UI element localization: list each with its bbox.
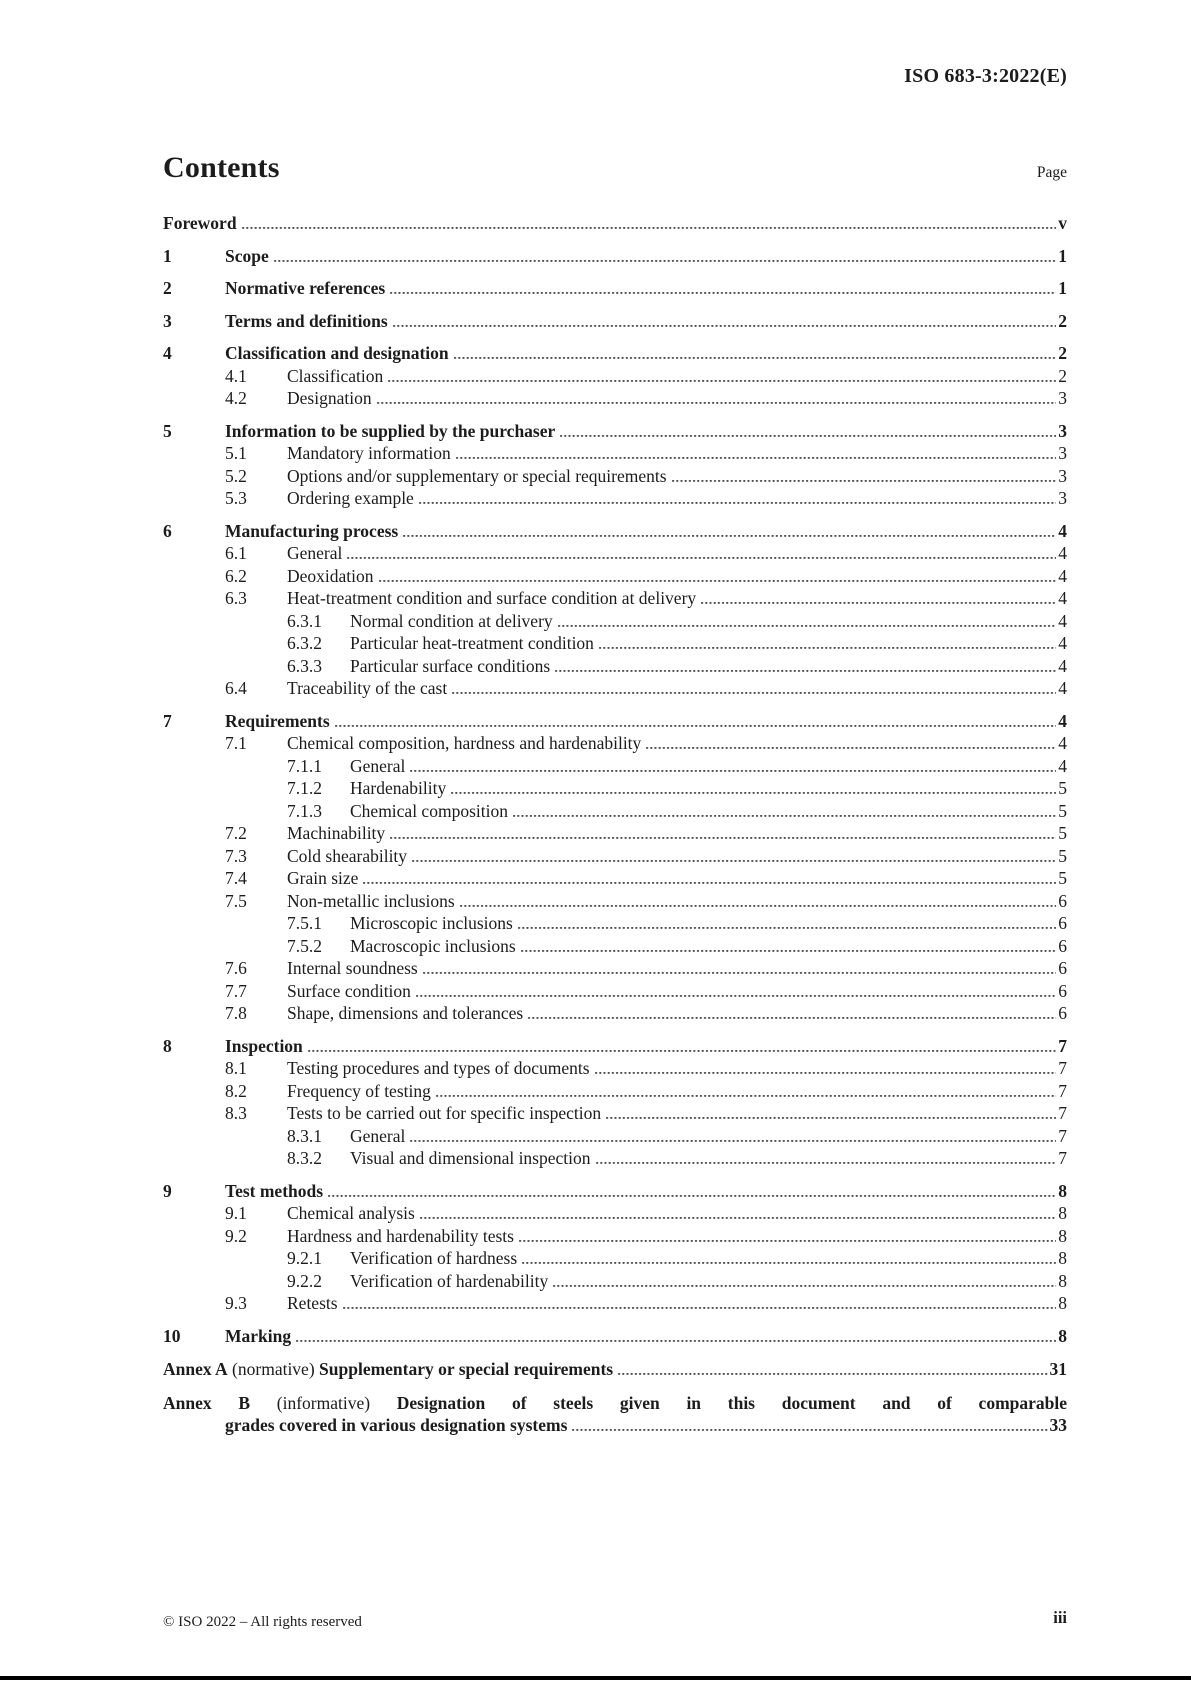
toc-entry-page: 6 xyxy=(1058,890,1067,911)
toc-entry-number: 8.3.1 xyxy=(287,1125,322,1146)
toc-entry-page: 7 xyxy=(1058,1058,1067,1078)
dot-leader xyxy=(553,1270,1056,1293)
toc-entry-number: 10 xyxy=(163,1325,181,1346)
toc-entry-7.1.2 xyxy=(163,777,1067,800)
toc-entry-title: Ordering example xyxy=(287,488,414,508)
toc-entry-number: 7.7 xyxy=(225,980,247,1001)
toc-entry-number: 7.8 xyxy=(225,1003,247,1023)
toc-entry-5.2 xyxy=(163,465,1067,488)
dot-leader xyxy=(412,845,1056,868)
toc-entry-6.1 xyxy=(163,542,1067,565)
toc-entry-page: 8 xyxy=(1058,1225,1067,1246)
toc-entry-number: 9.2.1 xyxy=(287,1248,322,1268)
toc-entry-number: 7.4 xyxy=(225,868,247,888)
toc-entry-9 xyxy=(163,1180,1067,1203)
toc-entry-title: Internal soundness xyxy=(287,958,418,978)
toc-entry-1 xyxy=(163,245,1067,268)
toc-entry-6.4 xyxy=(163,677,1067,700)
toc-entry-9.2.1 xyxy=(163,1247,1067,1270)
toc-entry-title: General xyxy=(287,543,343,563)
toc-entry-9.1 xyxy=(163,1202,1067,1225)
toc-entry-page: 2 xyxy=(1058,343,1067,363)
toc-entry-7.5.2 xyxy=(163,935,1067,958)
toc-entry-page: 6 xyxy=(1058,935,1067,956)
toc-entry-title: Information to be supplied by the purchaser xyxy=(225,420,556,441)
toc-entry-title: Options and/or supplementary or special requirements xyxy=(287,465,667,486)
dot-leader xyxy=(452,677,1056,700)
toc-entry-page: 5 xyxy=(1058,800,1067,821)
annex-a-title: Supplementary or special requirements xyxy=(319,1359,614,1379)
toc-entry-number: 7.3 xyxy=(225,845,247,866)
dot-leader xyxy=(701,587,1056,610)
toc-entry-title: Tests to be carried out for specific inspection xyxy=(287,1103,602,1123)
dot-leader xyxy=(451,777,1056,800)
toc-entry-7.7 xyxy=(163,980,1067,1003)
dot-leader xyxy=(347,542,1056,565)
toc-entry-number: 7.1.1 xyxy=(287,755,322,776)
toc-entry-title: Macroscopic inclusions xyxy=(350,935,516,956)
dot-leader xyxy=(599,632,1056,655)
toc-entry-title: Classification and designation xyxy=(225,343,449,363)
dot-leader xyxy=(456,442,1056,465)
toc-entry-page: 6 xyxy=(1058,980,1067,1001)
toc-entry-title: General xyxy=(350,755,406,776)
toc-entry-number: 6.1 xyxy=(225,543,247,563)
page-column-label: Page xyxy=(1036,164,1067,181)
toc-entry-number: 7.5.2 xyxy=(287,935,322,956)
toc-entry-number: 7.1 xyxy=(225,733,247,753)
toc-entry-title: Designation xyxy=(287,388,372,408)
toc-entry-number: 8.1 xyxy=(225,1058,247,1078)
footer-copyright: © ISO 2022 – All rights reserved xyxy=(163,1614,362,1630)
toc-entry-number: 6.3.2 xyxy=(287,633,322,653)
dot-leader xyxy=(296,1325,1056,1348)
toc-entry-page: 3 xyxy=(1058,488,1067,508)
toc-entry-number: 9.2 xyxy=(225,1225,247,1246)
toc-entry-number: 5.1 xyxy=(225,443,247,463)
toc-entry-2 xyxy=(163,277,1067,300)
toc-entry-7.1.3 xyxy=(163,800,1067,823)
toc-entry-7 xyxy=(163,710,1067,733)
toc-entry-page: 7 xyxy=(1058,1103,1067,1123)
toc-entry-10 xyxy=(163,1325,1067,1348)
toc-entry-page: 2 xyxy=(1058,310,1067,331)
toc-entry-7.6 xyxy=(163,957,1067,980)
toc-entry-number: 6 xyxy=(163,520,172,541)
dot-leader xyxy=(618,1358,1047,1381)
toc-entry-title: Grain size xyxy=(287,868,359,888)
toc-entry-page: 1 xyxy=(1058,245,1067,266)
toc-entry-title: Terms and definitions xyxy=(225,310,388,331)
dot-leader xyxy=(308,1035,1056,1058)
toc-entry-number: 7.5 xyxy=(225,890,247,911)
toc-entry-page: 6 xyxy=(1058,958,1067,978)
toc-entry-title: Shape, dimensions and tolerances xyxy=(287,1003,524,1023)
toc-entry-8 xyxy=(163,1035,1067,1058)
toc-entry-page: 4 xyxy=(1058,655,1067,676)
toc-entry-page: 4 xyxy=(1058,710,1067,731)
annex-b-kind: (informative) xyxy=(276,1392,371,1413)
toc-entry-title: Testing procedures and types of documents xyxy=(287,1058,590,1078)
toc-entry-9.2 xyxy=(163,1225,1067,1248)
toc-entry-page: 4 xyxy=(1058,588,1067,608)
toc-entry-number: 9.2.2 xyxy=(287,1270,322,1291)
toc-entry-number: 1 xyxy=(163,245,172,266)
toc-entry-title: Test methods xyxy=(225,1180,324,1201)
toc-entry-5.3 xyxy=(163,487,1067,510)
toc-entry-number: 8.3.2 xyxy=(287,1148,322,1168)
dot-leader xyxy=(558,610,1057,633)
toc-entry-title: Inspection xyxy=(225,1035,303,1056)
annex-b-title-line2 xyxy=(163,1414,1067,1437)
toc-entry-page: 31 xyxy=(1049,1359,1067,1379)
toc-entry-page: 8 xyxy=(1058,1293,1067,1313)
toc-entry-page: 2 xyxy=(1058,365,1067,386)
toc-entry-8.1 xyxy=(163,1057,1067,1080)
toc-entry-page: 33 xyxy=(1049,1415,1067,1435)
toc-entry-number: 5 xyxy=(163,420,172,441)
toc-entry-title: Microscopic inclusions xyxy=(350,913,513,933)
toc-entry-page: 3 xyxy=(1058,388,1067,408)
toc-entry-title: Manufacturing process xyxy=(225,520,399,541)
toc-entry-6.2 xyxy=(163,565,1067,588)
dot-leader xyxy=(377,387,1057,410)
toc-entry-title: Surface condition xyxy=(287,980,411,1001)
toc-entry-6.3.2 xyxy=(163,632,1067,655)
dot-leader xyxy=(423,957,1057,980)
toc-entry-4.2 xyxy=(163,387,1067,410)
toc-entry-title: Foreword xyxy=(163,213,237,233)
toc-entry-6.3.3 xyxy=(163,655,1067,678)
toc-entry-page: 5 xyxy=(1058,823,1067,843)
toc-entry-title: Verification of hardenability xyxy=(350,1270,549,1291)
dot-leader xyxy=(335,710,1057,733)
toc-entry-title: Verification of hardness xyxy=(350,1248,518,1268)
toc-entry-page: 8 xyxy=(1058,1203,1067,1223)
toc-entry-title: Heat-treatment condition and surface condition at delivery xyxy=(287,588,697,608)
annex-b-title: Designation of steels given in this document and of comparable xyxy=(396,1392,1068,1413)
dot-leader xyxy=(393,310,1057,333)
toc-entry-number: 4.1 xyxy=(225,365,247,386)
dot-leader xyxy=(513,800,1056,823)
toc-entry-6 xyxy=(163,520,1067,543)
dot-leader xyxy=(555,655,1056,678)
toc-entry-number: 9.1 xyxy=(225,1203,247,1223)
toc-entry-number: 8.2 xyxy=(225,1080,247,1101)
toc-entry-7.1.1 xyxy=(163,755,1067,778)
toc-entry-page: 3 xyxy=(1058,465,1067,486)
dot-leader xyxy=(606,1102,1056,1125)
toc-entry-page: 3 xyxy=(1058,443,1067,463)
toc-entry-number: 7.1.2 xyxy=(287,778,322,798)
dot-leader xyxy=(528,1002,1056,1025)
toc-entry-page: 4 xyxy=(1058,520,1067,541)
toc-entry-page: 8 xyxy=(1058,1270,1067,1291)
toc-entry-number: 9.3 xyxy=(225,1293,247,1313)
toc-entry-4.1 xyxy=(163,365,1067,388)
toc-entry-number: 7.1.3 xyxy=(287,800,322,821)
toc-entry-7.2 xyxy=(163,822,1067,845)
toc-entry-7.1 xyxy=(163,732,1067,755)
toc-entry-number: 6.4 xyxy=(225,678,247,698)
toc-entry-title: Marking xyxy=(225,1325,292,1346)
dot-leader xyxy=(390,822,1056,845)
annex-a-kind: (normative) xyxy=(232,1359,315,1379)
toc-entry-number: 6.3.1 xyxy=(287,610,322,631)
toc-entry-9.3 xyxy=(163,1292,1067,1315)
toc-entry-7.5.1 xyxy=(163,912,1067,935)
toc-entry-5 xyxy=(163,420,1067,443)
toc-entry-title: Non-metallic inclusions xyxy=(287,890,455,911)
toc-entry-4 xyxy=(163,342,1067,365)
toc-list xyxy=(163,212,1067,1347)
toc-entry-page: 8 xyxy=(1058,1180,1067,1201)
toc-entry-number: 6.3.3 xyxy=(287,655,322,676)
toc-entry-7.4 xyxy=(163,867,1067,890)
toc-entry-title: Particular surface conditions xyxy=(350,655,551,676)
toc-entry-page: 5 xyxy=(1058,845,1067,866)
dot-leader xyxy=(454,342,1057,365)
contents-header xyxy=(163,148,1067,188)
dot-leader xyxy=(363,867,1056,890)
toc-entry-foreword xyxy=(163,212,1067,235)
toc-entry-8.3.1 xyxy=(163,1125,1067,1148)
dot-leader xyxy=(596,1147,1057,1170)
toc-entry-number: 8 xyxy=(163,1035,172,1056)
toc-entry-number: 9 xyxy=(163,1180,172,1201)
toc-entry-page: 4 xyxy=(1058,755,1067,776)
toc-entry-page: 4 xyxy=(1058,733,1067,753)
toc-entry-page: 7 xyxy=(1058,1080,1067,1101)
toc-entry-number: 3 xyxy=(163,310,172,331)
toc-entry-page: 3 xyxy=(1058,420,1067,441)
toc-entry-page: 7 xyxy=(1058,1125,1067,1146)
toc-entry-page: 7 xyxy=(1058,1148,1067,1168)
dot-leader xyxy=(416,980,1056,1003)
dot-leader xyxy=(410,1125,1056,1148)
toc-entry-9.2.2 xyxy=(163,1270,1067,1293)
toc-entry-page: v xyxy=(1058,213,1067,233)
toc-entry-page: 4 xyxy=(1058,543,1067,563)
annex-b-title-continued: grades covered in various designation systems xyxy=(225,1415,568,1435)
toc-entry-title: Traceability of the cast xyxy=(287,678,448,698)
toc-entry-title: Cold shearability xyxy=(287,845,408,866)
toc-entry-number: 5.3 xyxy=(225,488,247,508)
dot-leader xyxy=(328,1180,1056,1203)
toc-entry-title: Hardness and hardenability tests xyxy=(287,1225,514,1246)
dot-leader xyxy=(388,365,1056,388)
dot-leader xyxy=(572,1414,1047,1437)
toc-entry-7.8 xyxy=(163,1002,1067,1025)
dot-leader xyxy=(390,277,1056,300)
page-title: Contents xyxy=(163,151,280,184)
dot-leader xyxy=(242,212,1057,235)
toc-entry-number: 7.6 xyxy=(225,958,247,978)
toc-entry-number: 7.5.1 xyxy=(287,913,322,933)
toc-entry-title: Chemical composition, hardness and hardenability xyxy=(287,733,642,753)
document-reference: ISO 683-3:2022(E) xyxy=(904,65,1067,87)
dot-leader xyxy=(595,1057,1057,1080)
toc-entry-number: 5.2 xyxy=(225,465,247,486)
toc-entry-page: 8 xyxy=(1058,1248,1067,1268)
dot-leader xyxy=(436,1080,1056,1103)
toc-entry-title: Machinability xyxy=(287,823,386,843)
toc-entry-8.3.2 xyxy=(163,1147,1067,1170)
toc-entry-page: 4 xyxy=(1058,678,1067,698)
toc-entry-page: 5 xyxy=(1058,868,1067,888)
dot-leader xyxy=(672,465,1057,488)
dot-leader xyxy=(343,1292,1057,1315)
dot-leader xyxy=(518,912,1056,935)
toc-entry-title: Normal condition at delivery xyxy=(350,610,553,631)
toc-entry-page: 7 xyxy=(1058,1035,1067,1056)
toc-entry-title: Classification xyxy=(287,365,384,386)
dot-leader xyxy=(403,520,1056,543)
dot-leader xyxy=(560,420,1056,443)
toc-entry-7.5 xyxy=(163,890,1067,913)
toc-entry-7.3 xyxy=(163,845,1067,868)
toc-entry-title: Hardenability xyxy=(350,778,447,798)
toc-entry-title: Particular heat-treatment condition xyxy=(350,633,594,653)
toc-entry-title: Mandatory information xyxy=(287,443,451,463)
toc-entry-title: Requirements xyxy=(225,710,330,731)
toc-entry-number: 4.2 xyxy=(225,388,247,408)
toc-entry-annex-b xyxy=(163,1392,1067,1437)
page-bottom-rule xyxy=(0,1676,1191,1680)
dot-leader xyxy=(646,732,1056,755)
dot-leader xyxy=(419,487,1056,510)
dot-leader xyxy=(519,1225,1056,1248)
toc-entry-3 xyxy=(163,310,1067,333)
toc-entry-page: 4 xyxy=(1058,610,1067,631)
dot-leader xyxy=(460,890,1057,913)
toc-entry-title: Frequency of testing xyxy=(287,1080,431,1101)
toc-entry-annex-a xyxy=(163,1358,1067,1381)
toc-entry-page: 4 xyxy=(1058,565,1067,586)
toc-entry-number: 7.2 xyxy=(225,823,247,843)
toc-entry-number: 6.2 xyxy=(225,565,247,586)
footer-page-number: iii xyxy=(1053,1608,1067,1627)
toc-entry-title: Scope xyxy=(225,245,269,266)
toc-entry-title: Chemical composition xyxy=(350,800,508,821)
toc-entry-page: 8 xyxy=(1058,1325,1067,1346)
toc-entry-title: Deoxidation xyxy=(287,565,374,586)
toc-entry-8.2 xyxy=(163,1080,1067,1103)
dot-leader xyxy=(410,755,1056,778)
toc-entry-page: 1 xyxy=(1058,278,1067,298)
toc-entry-number: 8.3 xyxy=(225,1103,247,1123)
dot-leader xyxy=(274,245,1057,268)
dot-leader xyxy=(522,1247,1056,1270)
annex-a-label: Annex A xyxy=(163,1359,228,1379)
dot-leader xyxy=(521,935,1057,958)
toc-entry-5.1 xyxy=(163,442,1067,465)
dot-leader xyxy=(379,565,1057,588)
toc-entry-page: 6 xyxy=(1058,1003,1067,1023)
toc-entry-number: 6.3 xyxy=(225,588,247,608)
toc-entry-number: 7 xyxy=(163,710,172,731)
toc-entry-number: 2 xyxy=(163,278,172,298)
toc-entry-6.3 xyxy=(163,587,1067,610)
toc-entry-page: 6 xyxy=(1058,913,1067,933)
toc-entry-page: 4 xyxy=(1058,633,1067,653)
toc-entry-8.3 xyxy=(163,1102,1067,1125)
toc-entry-title: Visual and dimensional inspection xyxy=(350,1148,591,1168)
annex-b-label: Annex B xyxy=(163,1392,251,1413)
toc-entry-title: Retests xyxy=(287,1293,338,1313)
toc-entry-page: 5 xyxy=(1058,778,1067,798)
annex-b-title-line1 xyxy=(163,1392,1067,1415)
toc-entry-6.3.1 xyxy=(163,610,1067,633)
dot-leader xyxy=(420,1202,1056,1225)
toc-entry-number: 4 xyxy=(163,343,172,363)
toc-entry-title: General xyxy=(350,1125,406,1146)
toc-entry-title: Chemical analysis xyxy=(287,1203,415,1223)
toc-entry-title: Normative references xyxy=(225,278,386,298)
